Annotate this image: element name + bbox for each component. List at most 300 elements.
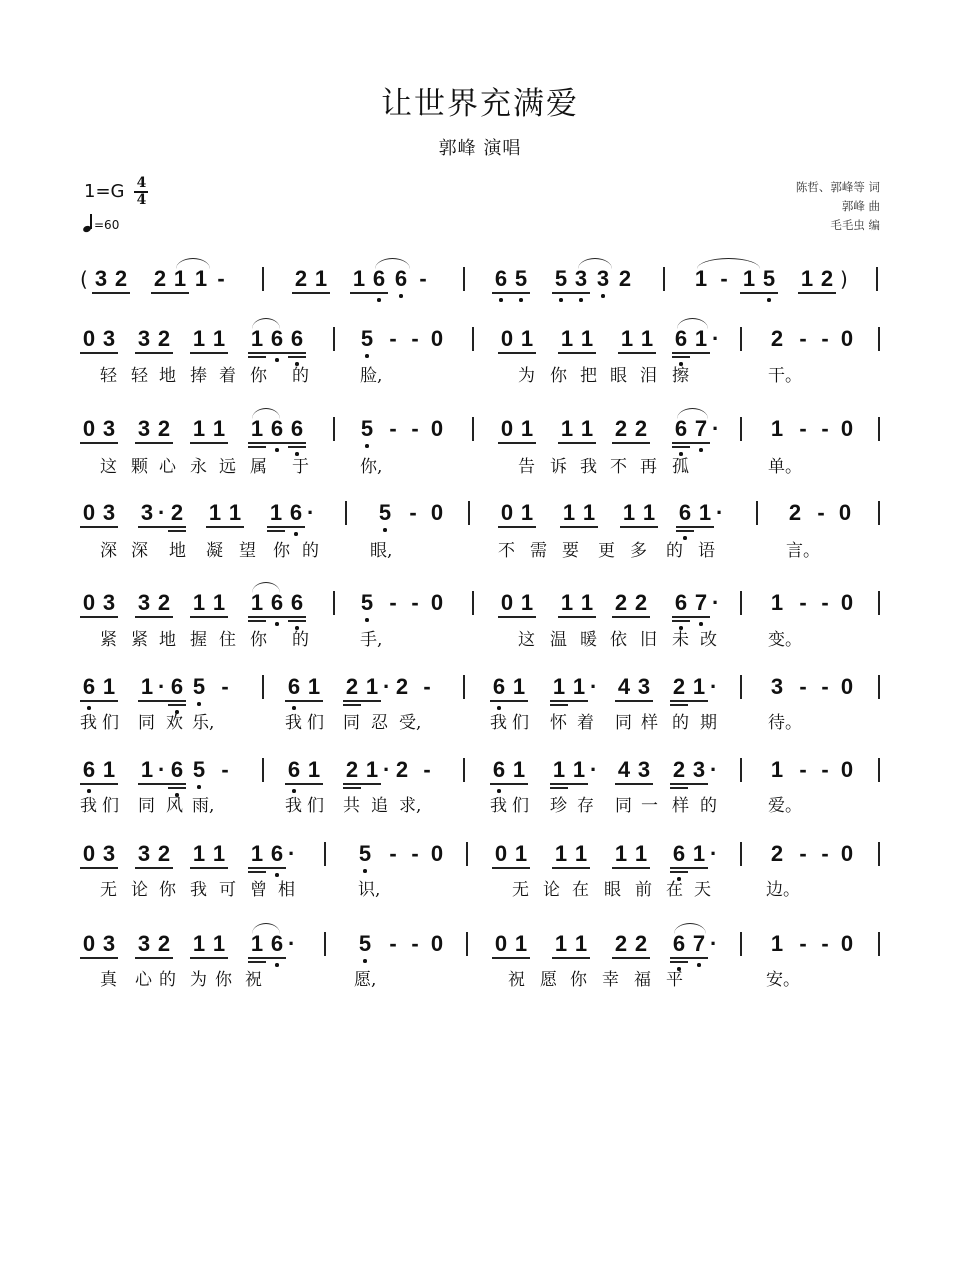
lyric-syllable: 的 xyxy=(159,970,176,990)
beam-underline xyxy=(498,526,536,528)
slur-tie xyxy=(677,408,708,419)
note: 3 xyxy=(692,757,706,782)
lyric-syllable: 共 xyxy=(343,796,360,816)
lyric-syllable: 平 xyxy=(666,970,683,990)
lyric-syllable: 地 xyxy=(169,541,186,561)
slur-tie xyxy=(252,923,280,934)
lyric-syllable: 我 xyxy=(190,880,207,900)
lyric-syllable: 同 xyxy=(615,713,632,733)
beam-underline xyxy=(672,616,710,618)
note: 6 xyxy=(82,674,96,699)
note: 2 xyxy=(114,266,128,291)
lyric-syllable: 真 xyxy=(100,970,117,990)
lyric-syllable: 把 xyxy=(580,366,597,386)
lyric-syllable: 深 xyxy=(131,541,148,561)
sustain-dash: - xyxy=(821,326,829,351)
note: 6 xyxy=(494,266,508,291)
sustain-dash: - xyxy=(217,266,225,291)
octave-dot-below xyxy=(699,448,703,452)
note: 5 xyxy=(358,841,372,866)
lyric-syllable: 忍 xyxy=(371,713,388,733)
note: 0 xyxy=(82,500,96,525)
note: 1 xyxy=(365,757,379,782)
bar-line xyxy=(878,327,880,351)
lyric-syllable: 愿 xyxy=(540,970,557,990)
octave-dot-below xyxy=(365,354,369,358)
beam-underline xyxy=(267,526,305,528)
note: 2 xyxy=(345,757,359,782)
note: 5 xyxy=(378,500,392,525)
note: 3 xyxy=(637,674,651,699)
note: 1 xyxy=(192,590,206,615)
key-signature xyxy=(84,176,148,208)
note: 1 xyxy=(770,590,784,615)
bar-line xyxy=(262,267,264,291)
note: 1 xyxy=(173,266,187,291)
lyric-syllable: 脸, xyxy=(360,366,383,386)
lyric-syllable: 风 xyxy=(166,796,183,816)
bar-line xyxy=(740,675,742,699)
beam-underline xyxy=(490,700,528,702)
augmentation-dot: · xyxy=(158,757,166,782)
note: 0 xyxy=(840,841,854,866)
note: 1 xyxy=(580,590,594,615)
lyric-syllable: 待。 xyxy=(768,713,802,733)
octave-dot-below xyxy=(377,298,381,302)
beam-underline xyxy=(138,526,186,528)
credits xyxy=(796,178,880,235)
note: 1 xyxy=(622,500,636,525)
sustain-dash: - xyxy=(799,326,807,351)
lyric-syllable: 你 xyxy=(250,366,267,386)
bar-line xyxy=(878,417,880,441)
note: 1 xyxy=(212,416,226,441)
note: 6 xyxy=(287,674,301,699)
bar-line xyxy=(740,327,742,351)
sustain-dash: - xyxy=(821,590,829,615)
augmentation-dot: · xyxy=(710,757,718,782)
note: 3 xyxy=(94,266,108,291)
lyric-syllable: 论 xyxy=(543,880,560,900)
beam-underline xyxy=(490,783,528,785)
slur-tie xyxy=(697,258,760,269)
lyric-syllable: 识, xyxy=(358,880,381,900)
notation-line xyxy=(80,326,880,366)
note: 4 xyxy=(617,757,631,782)
note: 3 xyxy=(137,590,151,615)
beam-underline xyxy=(80,867,118,869)
beam-underline xyxy=(168,704,186,706)
note: 6 xyxy=(492,757,506,782)
beam-underline xyxy=(552,292,590,294)
note: 1 xyxy=(634,841,648,866)
lyric-syllable: 在 xyxy=(666,880,683,900)
note: 0 xyxy=(500,416,514,441)
bar-line xyxy=(740,932,742,956)
lyric-syllable: 福 xyxy=(634,970,651,990)
bar-line xyxy=(472,417,474,441)
lyric-syllable: 同 xyxy=(615,796,632,816)
note: 1 xyxy=(698,500,712,525)
sustain-dash: - xyxy=(799,841,807,866)
note: 5 xyxy=(192,674,206,699)
beam-underline xyxy=(498,442,536,444)
sustain-dash: - xyxy=(411,590,419,615)
lyric-syllable: 着 xyxy=(219,366,236,386)
sustain-dash: - xyxy=(389,931,397,956)
note: 6 xyxy=(170,674,184,699)
slur-tie xyxy=(674,923,706,934)
lyric-syllable: 这 xyxy=(100,457,117,477)
note: 1 xyxy=(520,416,534,441)
augmentation-dot: · xyxy=(307,500,315,525)
beam-underline xyxy=(498,616,536,618)
note: 0 xyxy=(840,326,854,351)
lyric-syllable: 怀 xyxy=(550,713,567,733)
lyric-syllable: 受, xyxy=(399,713,422,733)
notation-line xyxy=(80,590,880,630)
note: 2 xyxy=(770,841,784,866)
note: 6 xyxy=(290,326,304,351)
sustain-dash: - xyxy=(389,841,397,866)
lyrics-line xyxy=(80,708,880,732)
sustain-dash: - xyxy=(799,674,807,699)
bar-line xyxy=(740,842,742,866)
lyric-syllable: 我 xyxy=(490,713,507,733)
beam-underline xyxy=(151,292,189,294)
note: 1 xyxy=(642,500,656,525)
sustain-dash: - xyxy=(821,931,829,956)
beam-underline xyxy=(80,783,118,785)
sustain-dash: - xyxy=(817,500,825,525)
beam-underline xyxy=(672,442,710,444)
beam-underline xyxy=(612,867,650,869)
credit-arranger: 毛毛虫 编 xyxy=(830,218,880,232)
beam-underline xyxy=(135,867,173,869)
note: 1 xyxy=(269,500,283,525)
lyric-syllable: 同 xyxy=(343,713,360,733)
beam-underline xyxy=(343,700,381,702)
beam-underline xyxy=(550,783,588,785)
note: 1 xyxy=(770,931,784,956)
credit-composer: 郭峰 曲 xyxy=(841,199,880,213)
intro-parenthesis: ) xyxy=(840,267,848,291)
note: 1 xyxy=(212,841,226,866)
bar-line xyxy=(876,267,878,291)
note: 0 xyxy=(500,500,514,525)
lyric-syllable: 们 xyxy=(307,713,324,733)
octave-dot-below xyxy=(519,298,523,302)
beam-underline xyxy=(343,704,361,706)
note: 1 xyxy=(208,500,222,525)
note: 6 xyxy=(270,931,284,956)
note: 6 xyxy=(287,757,301,782)
sustain-dash: - xyxy=(821,674,829,699)
lyric-syllable: 你 xyxy=(570,970,587,990)
note: 0 xyxy=(430,500,444,525)
note: 1 xyxy=(560,326,574,351)
bar-line xyxy=(740,591,742,615)
note: 1 xyxy=(212,326,226,351)
credit-lyricist: 陈哲、郭峰等 词 xyxy=(795,180,880,194)
augmentation-dot: · xyxy=(383,674,391,699)
note: 1 xyxy=(520,590,534,615)
lyric-syllable: 样 xyxy=(672,796,689,816)
note: 6 xyxy=(678,500,692,525)
beam-underline xyxy=(135,957,173,959)
beam-underline xyxy=(135,352,173,354)
sustain-dash: - xyxy=(799,416,807,441)
beam-underline xyxy=(190,616,228,618)
lyric-syllable: 眼 xyxy=(610,366,627,386)
beam-underline xyxy=(248,446,266,448)
beam-underline xyxy=(676,526,714,528)
note: 1 xyxy=(572,674,586,699)
note: 1 xyxy=(552,757,566,782)
lyric-syllable: 我 xyxy=(80,713,97,733)
beam-underline xyxy=(92,292,130,294)
lyric-syllable: 你 xyxy=(273,541,290,561)
beam-underline xyxy=(672,356,690,358)
note: 1 xyxy=(770,416,784,441)
lyric-syllable: 心 xyxy=(135,970,152,990)
note: 5 xyxy=(192,757,206,782)
note: 1 xyxy=(250,416,264,441)
note: 5 xyxy=(360,416,374,441)
lyric-syllable: 我 xyxy=(285,713,302,733)
lyric-syllable: 依 xyxy=(610,630,627,650)
note: 0 xyxy=(838,500,852,525)
bar-line xyxy=(262,758,264,782)
beam-underline xyxy=(343,787,361,789)
beam-underline xyxy=(248,352,306,354)
beam-underline xyxy=(206,526,244,528)
octave-dot-below xyxy=(294,532,298,536)
lyric-syllable: 紧 xyxy=(100,630,117,650)
augmentation-dot: · xyxy=(712,416,720,441)
note: 1 xyxy=(307,674,321,699)
note: 1 xyxy=(352,266,366,291)
lyric-syllable: 变。 xyxy=(768,630,802,650)
lyric-syllable: 不 xyxy=(498,541,515,561)
lyric-syllable: 的 xyxy=(672,713,689,733)
beam-underline xyxy=(670,704,688,706)
notation-line xyxy=(80,500,880,540)
lyric-syllable: 多 xyxy=(630,541,647,561)
sustain-dash: - xyxy=(389,590,397,615)
lyric-syllable: 雨, xyxy=(192,796,215,816)
note: 1 xyxy=(512,674,526,699)
beam-underline xyxy=(615,783,653,785)
octave-dot-below xyxy=(365,444,369,448)
beam-underline xyxy=(740,292,778,294)
lyric-syllable: 愿, xyxy=(354,970,377,990)
augmentation-dot: · xyxy=(712,326,720,351)
lyric-syllable: 我 xyxy=(285,796,302,816)
beam-underline xyxy=(670,787,688,789)
beam-underline xyxy=(498,352,536,354)
note: 0 xyxy=(430,841,444,866)
lyric-syllable: 告 xyxy=(518,457,535,477)
bar-line xyxy=(472,591,474,615)
bar-line xyxy=(756,501,758,525)
beam-underline xyxy=(550,700,588,702)
lyric-syllable: 的 xyxy=(292,366,309,386)
note: 2 xyxy=(157,590,171,615)
beam-underline xyxy=(248,961,266,963)
sustain-dash: - xyxy=(821,416,829,441)
lyric-syllable: 你 xyxy=(250,630,267,650)
beam-underline xyxy=(80,526,118,528)
note: 1 xyxy=(250,326,264,351)
note: 1 xyxy=(572,757,586,782)
beam-underline xyxy=(620,526,658,528)
note: 6 xyxy=(270,841,284,866)
sustain-dash: - xyxy=(821,841,829,866)
note: 0 xyxy=(82,590,96,615)
lyric-syllable: 孤 xyxy=(672,457,689,477)
note: 6 xyxy=(394,266,408,291)
note: 2 xyxy=(820,266,834,291)
beam-underline xyxy=(798,292,836,294)
note: 1 xyxy=(307,757,321,782)
note: 6 xyxy=(674,416,688,441)
augmentation-dot: · xyxy=(158,674,166,699)
note: 2 xyxy=(634,590,648,615)
octave-dot-below xyxy=(365,618,369,622)
lyric-syllable: 不 xyxy=(610,457,627,477)
sustain-dash: - xyxy=(423,674,431,699)
lyric-syllable: 你 xyxy=(215,970,232,990)
beam-underline xyxy=(672,620,690,622)
octave-dot-below xyxy=(363,959,367,963)
note: 3 xyxy=(102,931,116,956)
lyric-syllable: 曾 xyxy=(250,880,267,900)
bar-line xyxy=(463,267,465,291)
lyric-syllable: 论 xyxy=(131,880,148,900)
beam-underline xyxy=(80,700,118,702)
note: 3 xyxy=(770,674,784,699)
beam-underline xyxy=(80,616,118,618)
beam-underline xyxy=(612,957,650,959)
lyric-syllable: 们 xyxy=(102,713,119,733)
lyric-syllable: 存 xyxy=(577,796,594,816)
beam-underline xyxy=(190,442,228,444)
beam-underline xyxy=(292,292,330,294)
sustain-dash: - xyxy=(821,757,829,782)
lyric-syllable: 手, xyxy=(360,630,383,650)
note: 2 xyxy=(614,416,628,441)
note: 6 xyxy=(674,590,688,615)
note: 1 xyxy=(514,841,528,866)
note: 1 xyxy=(580,416,594,441)
note: 2 xyxy=(618,266,632,291)
note: 3 xyxy=(137,841,151,866)
beam-underline xyxy=(80,442,118,444)
beam-underline xyxy=(492,867,530,869)
lyric-syllable: 的 xyxy=(666,541,683,561)
lyric-syllable: 们 xyxy=(512,713,529,733)
lyric-syllable: 再 xyxy=(640,457,657,477)
tempo-value: =60 xyxy=(94,218,120,232)
lyric-syllable: 言。 xyxy=(786,541,820,561)
note: 1 xyxy=(742,266,756,291)
lyric-syllable: 同 xyxy=(138,796,155,816)
beam-underline xyxy=(190,867,228,869)
bar-line xyxy=(333,591,335,615)
note: 0 xyxy=(430,590,444,615)
beam-underline xyxy=(615,700,653,702)
lyric-syllable: 一 xyxy=(641,796,658,816)
note: 1 xyxy=(365,674,379,699)
time-signature-top: 4 xyxy=(136,175,147,191)
beam-underline xyxy=(288,356,306,358)
note: 4 xyxy=(617,674,631,699)
note: 1 xyxy=(514,931,528,956)
beam-underline xyxy=(350,292,388,294)
sustain-dash: - xyxy=(389,416,397,441)
octave-dot-below xyxy=(275,448,279,452)
note: 6 xyxy=(170,757,184,782)
note: 6 xyxy=(270,326,284,351)
note: 0 xyxy=(82,326,96,351)
lyric-syllable: 泪 xyxy=(640,366,657,386)
note: 1 xyxy=(250,931,264,956)
slur-tie xyxy=(677,318,708,329)
note: 1 xyxy=(800,266,814,291)
note: 1 xyxy=(692,841,706,866)
note: 5 xyxy=(762,266,776,291)
beam-underline xyxy=(670,867,708,869)
lyric-syllable: 们 xyxy=(512,796,529,816)
lyric-syllable: 属 xyxy=(250,457,267,477)
note: 2 xyxy=(788,500,802,525)
note: 1 xyxy=(562,500,576,525)
note: 2 xyxy=(294,266,308,291)
lyric-syllable: 样 xyxy=(641,713,658,733)
note: 1 xyxy=(102,674,116,699)
lyrics-line xyxy=(80,875,880,899)
tempo-marking xyxy=(82,214,119,232)
lyric-syllable: 地 xyxy=(159,366,176,386)
bar-line xyxy=(333,417,335,441)
beam-underline xyxy=(552,867,590,869)
octave-dot-below xyxy=(579,298,583,302)
note: 0 xyxy=(430,416,444,441)
lyric-syllable: 眼 xyxy=(604,880,621,900)
note: 2 xyxy=(672,674,686,699)
note: 0 xyxy=(840,416,854,441)
lyric-syllable: 的 xyxy=(302,541,319,561)
sustain-dash: - xyxy=(221,674,229,699)
lyric-syllable: 地 xyxy=(159,630,176,650)
augmentation-dot: · xyxy=(710,674,718,699)
bar-line xyxy=(324,842,326,866)
time-signature xyxy=(134,176,148,208)
note: 2 xyxy=(634,416,648,441)
note: 5 xyxy=(360,326,374,351)
sustain-dash: - xyxy=(799,931,807,956)
note: 1 xyxy=(552,674,566,699)
notation-line xyxy=(80,266,880,306)
lyric-syllable: 在 xyxy=(572,880,589,900)
note: 1 xyxy=(140,757,154,782)
note: 1 xyxy=(520,500,534,525)
note: 6 xyxy=(492,674,506,699)
note: 1 xyxy=(694,326,708,351)
note: 1 xyxy=(192,326,206,351)
beam-underline xyxy=(285,783,323,785)
